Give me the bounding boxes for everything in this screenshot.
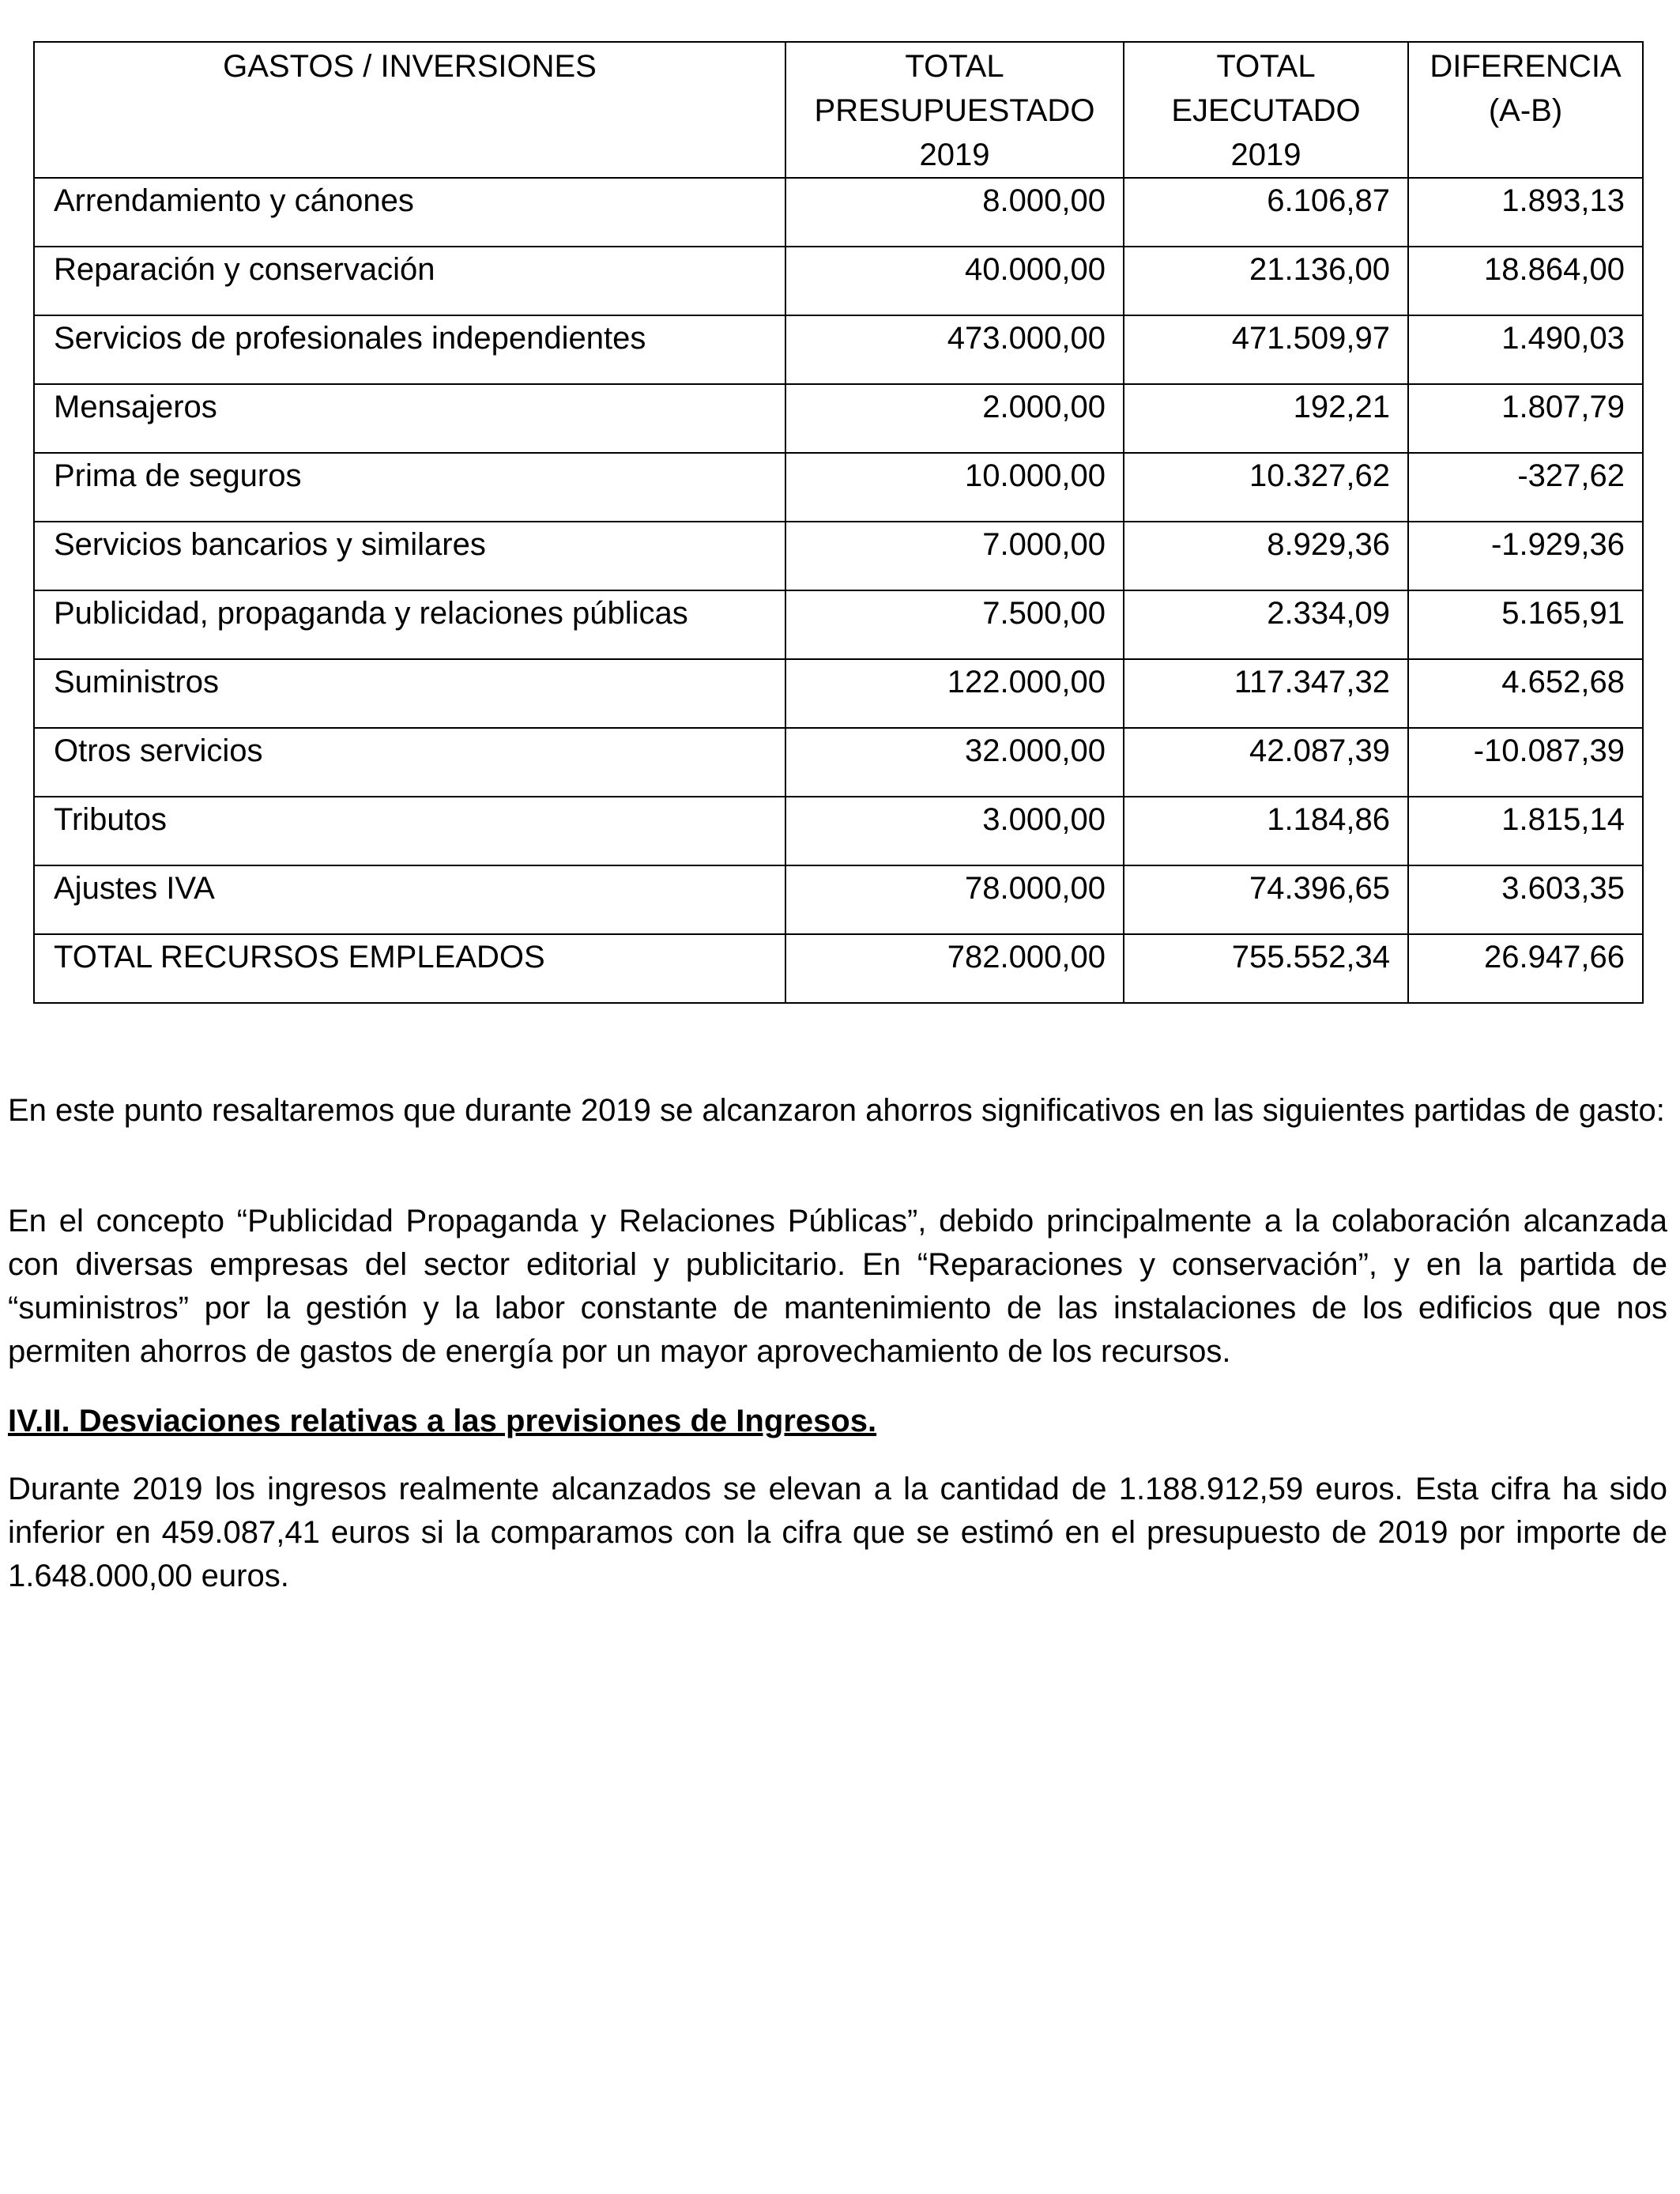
header-line: PRESUPUESTADO [814, 93, 1095, 128]
paragraph-income-deviation [8, 1468, 1667, 1598]
cell-concept: Servicios de profesionales independientes [34, 315, 785, 384]
cell-concept: Arrendamiento y cánones [34, 178, 785, 247]
cell-concept: Otros servicios [34, 728, 785, 797]
table-body [34, 178, 1643, 1003]
header-difference [1408, 42, 1643, 178]
cell-executed: 8.929,36 [1124, 522, 1408, 590]
cell-difference: 3.603,35 [1408, 865, 1643, 934]
cell-budgeted: 32.000,00 [785, 728, 1124, 797]
cell-budgeted: 40.000,00 [785, 247, 1124, 315]
table-row [34, 247, 1643, 315]
table-row [34, 178, 1643, 247]
header-concept [34, 42, 785, 178]
cell-difference: 1.807,79 [1408, 384, 1643, 453]
cell-executed: 6.106,87 [1124, 178, 1408, 247]
cell-budgeted: 10.000,00 [785, 453, 1124, 522]
cell-executed: 42.087,39 [1124, 728, 1408, 797]
table-row [34, 453, 1643, 522]
table-row [34, 797, 1643, 865]
cell-difference: 18.864,00 [1408, 247, 1643, 315]
table-row [34, 590, 1643, 659]
cell-executed: 117.347,32 [1124, 659, 1408, 728]
cell-difference: 5.165,91 [1408, 590, 1643, 659]
cell-budgeted: 473.000,00 [785, 315, 1124, 384]
header-executed [1124, 42, 1408, 178]
table-header-row [34, 42, 1643, 178]
table-row [34, 315, 1643, 384]
cell-executed: 755.552,34 [1124, 934, 1408, 1003]
cell-budgeted: 122.000,00 [785, 659, 1124, 728]
cell-executed: 1.184,86 [1124, 797, 1408, 865]
table-row [34, 384, 1643, 453]
table-row [34, 522, 1643, 590]
cell-executed: 471.509,97 [1124, 315, 1408, 384]
header-line: TOTAL [905, 49, 1004, 84]
cell-budgeted: 8.000,00 [785, 178, 1124, 247]
cell-concept: Suministros [34, 659, 785, 728]
section-heading-text: IV.II. Desviaciones relativas a las previsiones de Ingresos. [8, 1404, 877, 1438]
cell-difference: -10.087,39 [1408, 728, 1643, 797]
table-row [34, 728, 1643, 797]
cell-budgeted: 7.500,00 [785, 590, 1124, 659]
cell-concept: Servicios bancarios y similares [34, 522, 785, 590]
table-row [34, 659, 1643, 728]
cell-difference: -1.929,36 [1408, 522, 1643, 590]
header-line: GASTOS / INVERSIONES [223, 49, 597, 84]
table-row [34, 934, 1643, 1003]
cell-difference: 1.893,13 [1408, 178, 1643, 247]
cell-executed: 2.334,09 [1124, 590, 1408, 659]
cell-concept: Tributos [34, 797, 785, 865]
cell-budgeted: 78.000,00 [785, 865, 1124, 934]
header-line: DIFERENCIA [1430, 49, 1622, 84]
table-header [34, 42, 1643, 178]
cell-budgeted: 2.000,00 [785, 384, 1124, 453]
cell-executed: 192,21 [1124, 384, 1408, 453]
paragraph-text: En este punto resaltaremos que durante 2019 se alcanzaron ahorros significativos en las siguientes partidas de gasto: [8, 1093, 1665, 1128]
header-budgeted [785, 42, 1124, 178]
cell-executed: 21.136,00 [1124, 247, 1408, 315]
cell-difference: 4.652,68 [1408, 659, 1643, 728]
paragraph-savings-detail [8, 1200, 1667, 1374]
section-heading [8, 1400, 1667, 1443]
cell-difference: 1.490,03 [1408, 315, 1643, 384]
header-line: EJECUTADO [1171, 93, 1361, 128]
cell-difference: 1.815,14 [1408, 797, 1643, 865]
paragraph-text: En el concepto “Publicidad Propaganda y Relaciones Públicas”, debido principalmente a la colaboración alcanzada con diversas empresas del sector editorial y publicitario. En “Reparaciones y conservación”, y en la partida de “suministros” por la gestión y la labor constante de mantenimiento de las instalaciones de los edificios que nos permiten ahorros de gastos de energía por un mayor aprovechamiento de los recursos. [8, 1204, 1667, 1369]
table-row [34, 865, 1643, 934]
cell-budgeted: 7.000,00 [785, 522, 1124, 590]
cell-difference: 26.947,66 [1408, 934, 1643, 1003]
cell-executed: 74.396,65 [1124, 865, 1408, 934]
cell-concept: TOTAL RECURSOS EMPLEADOS [34, 934, 785, 1003]
header-line: 2019 [919, 138, 990, 172]
paragraph-savings-intro [8, 1089, 1667, 1133]
cell-concept: Publicidad, propaganda y relaciones públicas [34, 590, 785, 659]
cell-budgeted: 3.000,00 [785, 797, 1124, 865]
paragraph-text: Durante 2019 los ingresos realmente alcanzados se elevan a la cantidad de 1.188.912,59 euros. Esta cifra ha sido inferior en 459.087,41 euros si la comparamos con la cifra que se estimó en el presupuesto de 2019 por importe de 1.648.000,00 euros. [8, 1472, 1667, 1593]
cell-difference: -327,62 [1408, 453, 1643, 522]
header-line: TOTAL [1216, 49, 1316, 84]
cell-executed: 10.327,62 [1124, 453, 1408, 522]
cell-budgeted: 782.000,00 [785, 934, 1124, 1003]
header-line: (A-B) [1488, 93, 1563, 128]
cell-concept: Prima de seguros [34, 453, 785, 522]
cell-concept: Ajustes IVA [34, 865, 785, 934]
cell-concept: Mensajeros [34, 384, 785, 453]
cell-concept: Reparación y conservación [34, 247, 785, 315]
header-line: 2019 [1230, 138, 1301, 172]
budget-table [33, 41, 1644, 1004]
